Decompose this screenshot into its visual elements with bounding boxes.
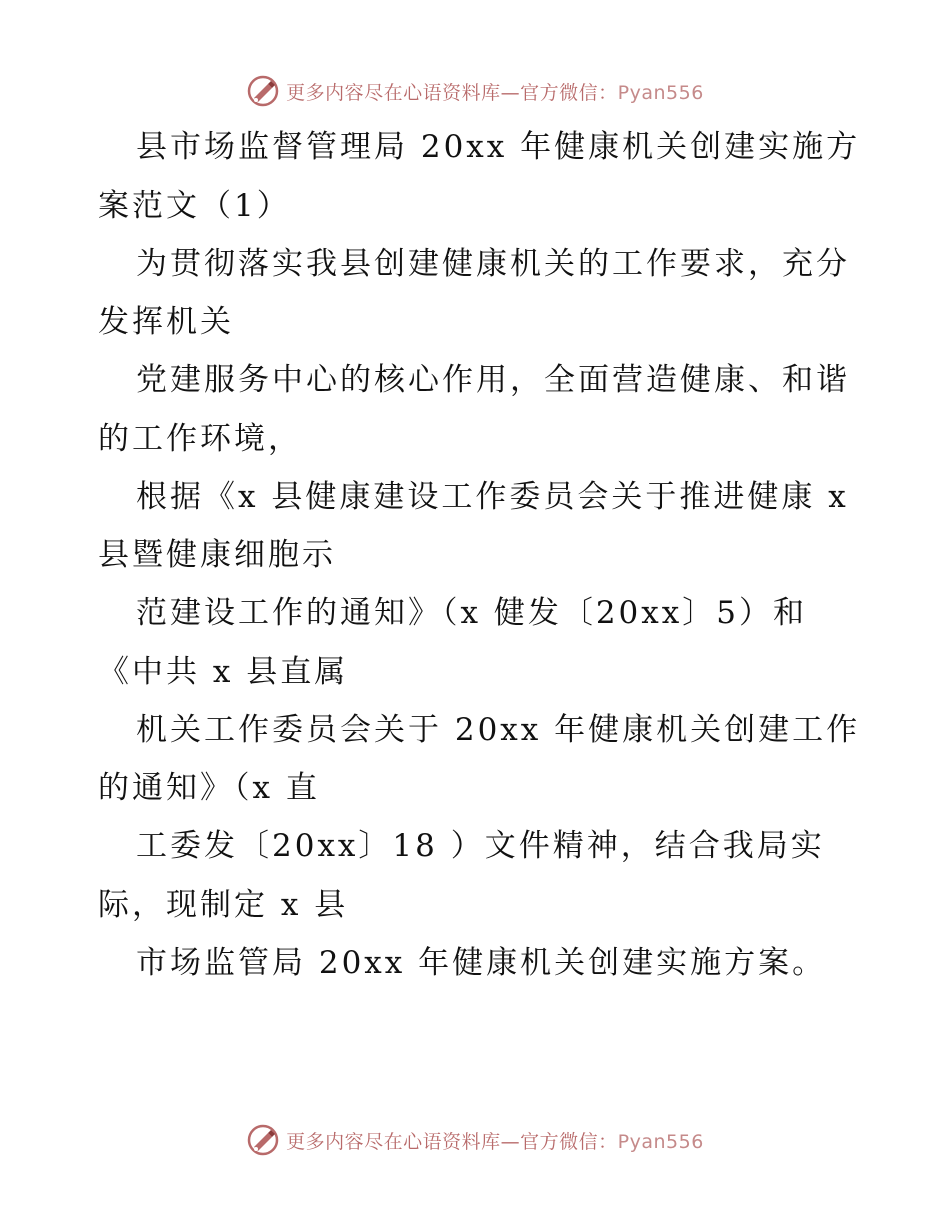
paragraph-line: 根据《x 县健康建设工作委员会关于推进健康 x <box>136 479 849 515</box>
pen-logo-icon <box>246 74 280 108</box>
paragraph-line: 际，现制定 x 县 <box>98 887 349 923</box>
header-watermark <box>0 71 950 111</box>
paragraph-line: 的工作环境， <box>98 421 302 457</box>
watermark-handle: Pyan556 <box>617 1130 704 1153</box>
paragraph-line: 《中共 x 县直属 <box>98 654 349 690</box>
watermark-main-text: 更多内容尽在心语资料库—官方微信： <box>286 1130 618 1153</box>
watermark-main-text: 更多内容尽在心语资料库—官方微信： <box>286 81 618 104</box>
paragraph-line: 县市场监督管理局 20xx 年健康机关创建实施方 <box>136 129 861 165</box>
paragraph-line: 工委发〔20xx〕18 ）文件精神，结合我局实 <box>136 828 825 864</box>
paragraph-line: 机关工作委员会关于 20xx 年健康机关创建工作 <box>136 712 861 748</box>
paragraph-line: 党建服务中心的核心作用，全面营造健康、和谐 <box>136 362 850 398</box>
paragraph-line: 的通知》（x 直 <box>98 770 320 806</box>
watermark-text <box>286 78 704 105</box>
paragraph-line: 案范文（1） <box>98 188 291 224</box>
paragraph-line: 发挥机关 <box>98 304 234 340</box>
watermark-text <box>286 1127 704 1154</box>
paragraph-line: 为贯彻落实我县创建健康机关的工作要求，充分 <box>136 246 850 282</box>
paragraph-line: 市场监管局 20xx 年健康机关创建实施方案。 <box>136 945 827 981</box>
paragraph-line: 范建设工作的通知》（x 健发〔20xx〕5）和 <box>136 595 807 631</box>
footer-watermark <box>0 1120 950 1160</box>
pen-logo-icon <box>246 1123 280 1157</box>
paragraph-line: 县暨健康细胞示 <box>98 537 336 573</box>
watermark-handle: Pyan556 <box>617 81 704 104</box>
